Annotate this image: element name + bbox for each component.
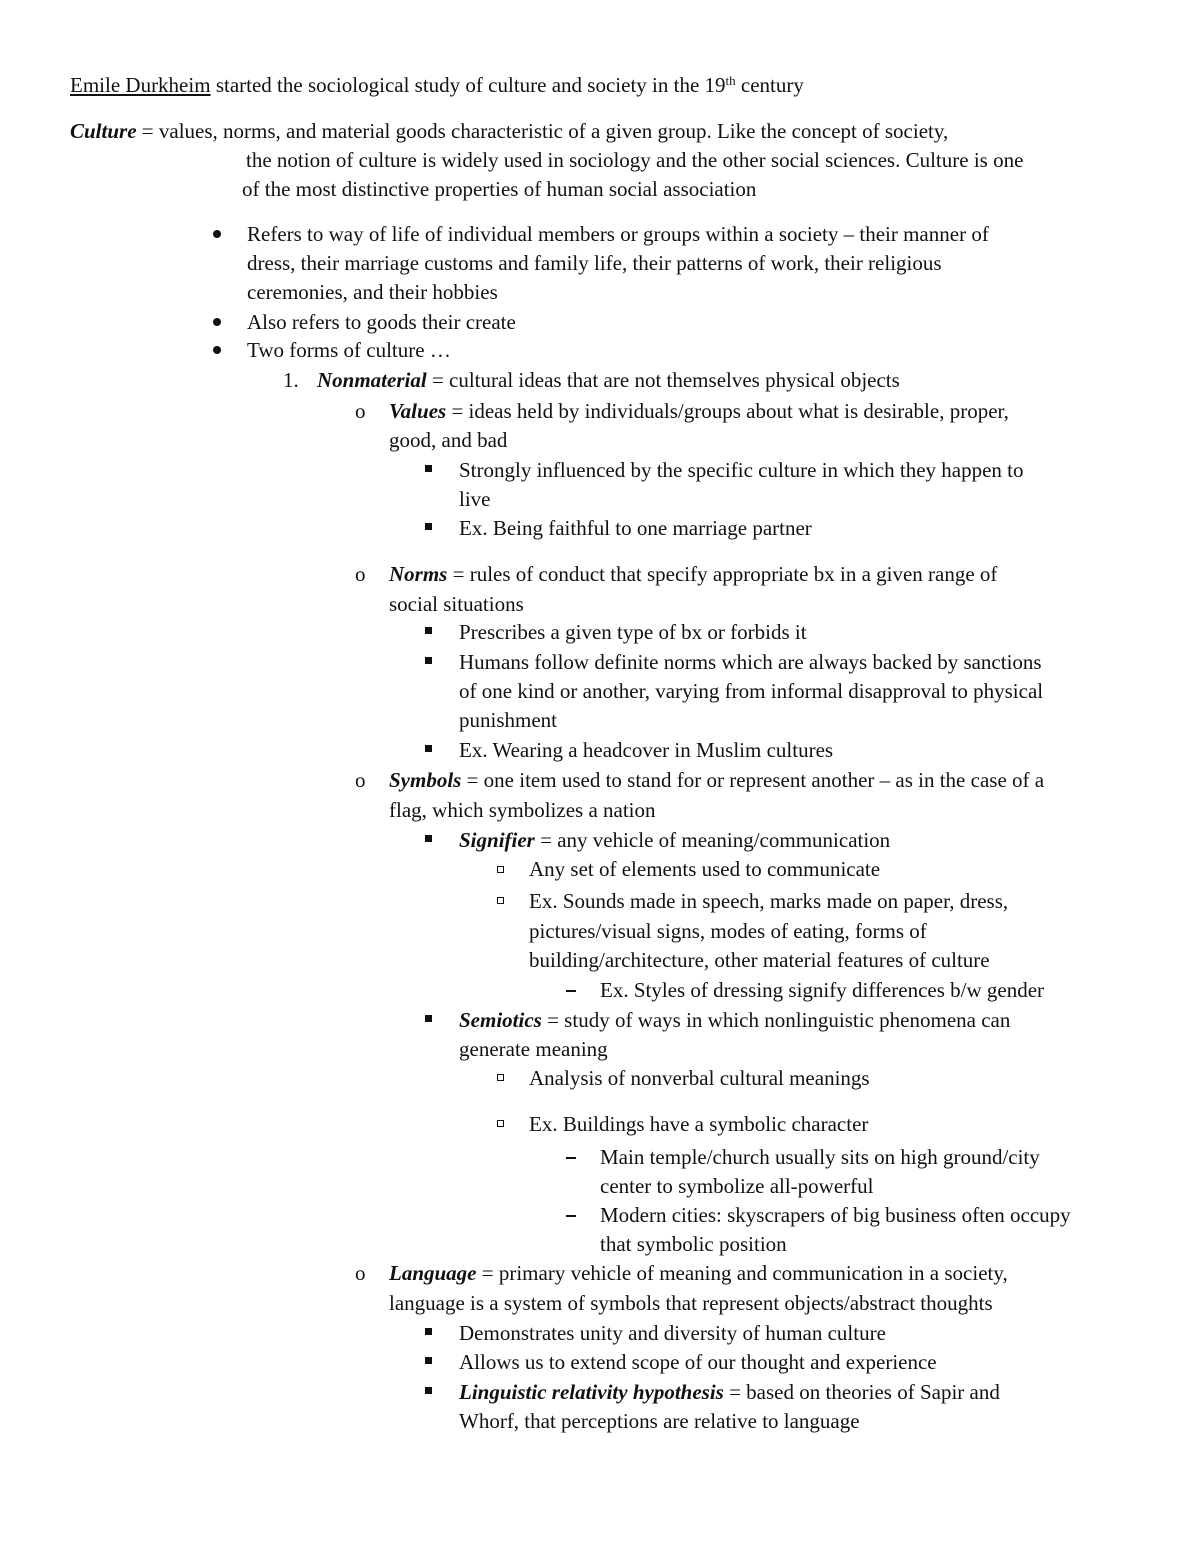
square-bullet bbox=[425, 1357, 432, 1364]
values-term: Values bbox=[389, 399, 447, 423]
bullet-dot bbox=[213, 318, 221, 326]
symbols-line-2: flag, which symbolizes a nation bbox=[389, 798, 656, 822]
signifier-line bbox=[459, 826, 890, 856]
language-sub-3-line-2: Whorf, that perceptions are relative to language bbox=[459, 1409, 860, 1433]
hollow-square-bullet bbox=[497, 897, 504, 904]
values-sub-1-line-2: live bbox=[459, 487, 491, 511]
signifier-term: Signifier bbox=[459, 828, 535, 852]
square-bullet bbox=[425, 627, 432, 634]
culture-definition-line-3: of the most distinctive properties of human social association bbox=[242, 177, 757, 201]
hollow-square-bullet bbox=[497, 1074, 504, 1081]
dash-bullet bbox=[566, 990, 576, 992]
semiotics-sub-b-dash-2-line-1: Modern cities: skyscrapers of big business often occupy bbox=[600, 1203, 1071, 1227]
intro-text: started the sociological study of culture and society in the 19 bbox=[210, 73, 726, 97]
language-line-1 bbox=[389, 1259, 1008, 1289]
language-line-2: language is a system of symbols that represent objects/abstract thoughts bbox=[389, 1291, 993, 1315]
circle-bullet-marker: o bbox=[355, 399, 366, 423]
norms-sub-3: Ex. Wearing a headcover in Muslim cultures bbox=[459, 738, 834, 762]
culture-definition-line-2: the notion of culture is widely used in sociology and the other social sciences. Culture is one bbox=[246, 148, 1024, 172]
values-l1: = ideas held by individuals/groups about what is desirable, proper, bbox=[446, 399, 1009, 423]
language-sub-2: Allows us to extend scope of our thought and experience bbox=[459, 1350, 937, 1374]
norms-sub-1: Prescribes a given type of bx or forbids it bbox=[459, 620, 807, 644]
values-sub-2: Ex. Being faithful to one marriage partner bbox=[459, 516, 812, 540]
signifier-text: = any vehicle of meaning/communication bbox=[534, 828, 891, 852]
culture-line1: = values, norms, and material goods characteristic of a given group. Like the concept of society, bbox=[136, 119, 949, 143]
nonmaterial-term: Nonmaterial bbox=[317, 368, 427, 392]
language-sub-3-line-1 bbox=[459, 1378, 1000, 1408]
values-line-2: good, and bad bbox=[389, 428, 508, 452]
circle-bullet-marker: o bbox=[355, 768, 366, 792]
symbols-l1: = one item used to stand for or represent another – as in the case of a bbox=[461, 768, 1045, 792]
durkheim-name: Emile Durkheim bbox=[70, 73, 211, 97]
language-s3-l1: = based on theories of Sapir and bbox=[723, 1380, 1000, 1404]
number-marker: 1. bbox=[283, 368, 299, 392]
semiotics-sub-b: Ex. Buildings have a symbolic character bbox=[529, 1112, 869, 1136]
norms-sub-2-line-1: Humans follow definite norms which are always backed by sanctions bbox=[459, 650, 1042, 674]
norms-sub-2-line-2: of one kind or another, varying from informal disapproval to physical bbox=[459, 679, 1044, 703]
circle-bullet-marker: o bbox=[355, 1261, 366, 1285]
signifier-sub-b-line-3: building/architecture, other material features of culture bbox=[529, 948, 990, 972]
language-sub-1: Demonstrates unity and diversity of human culture bbox=[459, 1321, 886, 1345]
square-bullet bbox=[425, 657, 432, 664]
linguistic-relativity-term: Linguistic relativity hypothesis bbox=[459, 1380, 724, 1404]
semiotics-line-2: generate meaning bbox=[459, 1037, 608, 1061]
bullet-3: Two forms of culture … bbox=[247, 338, 451, 362]
semiotics-term: Semiotics bbox=[459, 1008, 542, 1032]
symbols-term: Symbols bbox=[389, 768, 462, 792]
semiotics-sub-a: Analysis of nonverbal cultural meanings bbox=[529, 1066, 870, 1090]
semiotics-sub-b-dash-2-line-2: that symbolic position bbox=[600, 1232, 787, 1256]
intro-line bbox=[70, 71, 804, 101]
square-bullet bbox=[425, 1387, 432, 1394]
hollow-square-bullet bbox=[497, 1120, 504, 1127]
language-l1: = primary vehicle of meaning and communication in a society, bbox=[476, 1261, 1008, 1285]
bullet-1-line-2: dress, their marriage customs and family life, their patterns of work, their religious bbox=[247, 251, 942, 275]
norms-line-2: social situations bbox=[389, 592, 524, 616]
square-bullet bbox=[425, 1328, 432, 1335]
language-term: Language bbox=[389, 1261, 477, 1285]
bullet-2: Also refers to goods their create bbox=[247, 310, 516, 334]
square-bullet bbox=[425, 835, 432, 842]
norms-l1: = rules of conduct that specify appropriate bx in a given range of bbox=[447, 562, 998, 586]
hollow-square-bullet bbox=[497, 866, 504, 873]
square-bullet bbox=[425, 745, 432, 752]
norms-line-1 bbox=[389, 560, 997, 590]
norms-term: Norms bbox=[389, 562, 448, 586]
values-sub-1-line-1: Strongly influenced by the specific culture in which they happen to bbox=[459, 458, 1024, 482]
nonmaterial-text: = cultural ideas that are not themselves physical objects bbox=[426, 368, 900, 392]
dash-bullet bbox=[566, 1215, 576, 1217]
signifier-sub-a: Any set of elements used to communicate bbox=[529, 857, 881, 881]
culture-definition-line-1 bbox=[70, 117, 948, 147]
circle-bullet-marker: o bbox=[355, 562, 366, 586]
signifier-sub-b-line-1: Ex. Sounds made in speech, marks made on paper, dress, bbox=[529, 889, 1009, 913]
square-bullet bbox=[425, 523, 432, 530]
square-bullet bbox=[425, 1015, 432, 1022]
signifier-sub-b-line-2: pictures/visual signs, modes of eating, forms of bbox=[529, 919, 927, 943]
values-line-1 bbox=[389, 397, 1009, 427]
bullet-1-line-1: Refers to way of life of individual members or groups within a society – their manner of bbox=[247, 222, 989, 246]
intro-end: century bbox=[735, 73, 804, 97]
semiotics-sub-b-dash-1-line-2: center to symbolize all-powerful bbox=[600, 1174, 874, 1198]
semiotics-line-1 bbox=[459, 1006, 1010, 1036]
bullet-dot bbox=[213, 230, 221, 238]
signifier-sub-b-dash-1: Ex. Styles of dressing signify differences b/w gender bbox=[600, 978, 1045, 1002]
square-bullet bbox=[425, 465, 432, 472]
symbols-line-1 bbox=[389, 766, 1044, 796]
semiotics-sub-b-dash-1-line-1: Main temple/church usually sits on high ground/city bbox=[600, 1145, 1040, 1169]
semiotics-l1: = study of ways in which nonlinguistic phenomena can bbox=[541, 1008, 1011, 1032]
bullet-dot bbox=[213, 346, 221, 354]
dash-bullet bbox=[566, 1157, 576, 1159]
norms-sub-2-line-3: punishment bbox=[459, 708, 557, 732]
bullet-1-line-3: ceremonies, and their hobbies bbox=[247, 280, 498, 304]
culture-term: Culture bbox=[70, 119, 137, 143]
nonmaterial-line bbox=[317, 366, 900, 396]
intro-superscript: th bbox=[725, 73, 736, 88]
